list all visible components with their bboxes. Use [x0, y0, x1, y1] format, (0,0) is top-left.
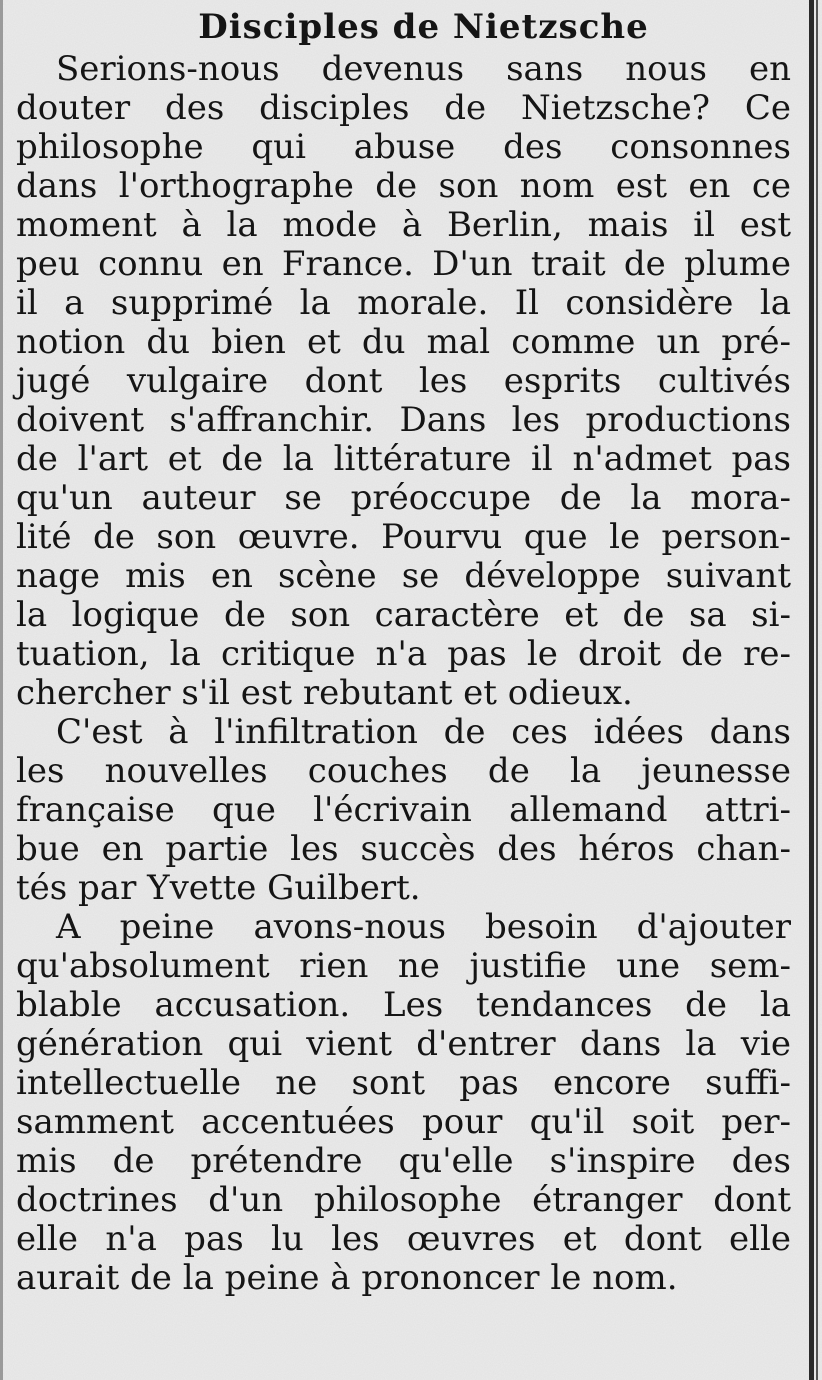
- text-line: la logique de son caractère et de sa si-: [16, 595, 791, 635]
- paragraph-2: [16, 713, 791, 908]
- text-line: nage mis en scène se développe suivant: [16, 556, 791, 596]
- text-line: jugé vulgaire dont les esprits cultivés: [16, 361, 791, 401]
- text-line: douter des disciples de Nietzsche? Ce: [16, 88, 791, 128]
- text-line: peu connu en France. D'un trait de plume: [16, 244, 791, 284]
- text-line: bue en partie les succès des héros chan-: [16, 829, 791, 869]
- text-line: de l'art et de la littérature il n'admet pas: [16, 439, 791, 479]
- text-line: philosophe qui abuse des consonnes: [16, 127, 791, 167]
- text-line: tés par Yvette Guilbert.: [16, 868, 421, 908]
- paragraph-3: [16, 908, 791, 1298]
- text-line: mis de prétendre qu'elle s'inspire des: [16, 1141, 791, 1181]
- text-line: qu'un auteur se préoccupe de la mora-: [16, 478, 791, 518]
- text-line: aurait de la peine à prononcer le nom.: [16, 1258, 678, 1298]
- text-line: française que l'écrivain allemand attri-: [16, 790, 791, 830]
- text-line: doctrines d'un philosophe étranger dont: [16, 1180, 791, 1220]
- text-line: Serions-nous devenus sans nous en: [56, 49, 791, 89]
- article: [16, 4, 791, 1298]
- text-line: doivent s'affranchir. Dans les productions: [16, 400, 791, 440]
- text-line: elle n'a pas lu les œuvres et dont elle: [16, 1219, 791, 1259]
- text-line: il a supprimé la morale. Il considère la: [16, 283, 791, 323]
- text-line: dans l'orthographe de son nom est en ce: [16, 166, 791, 206]
- text-line: samment accentuées pour qu'il soit per-: [16, 1102, 791, 1142]
- text-line: les nouvelles couches de la jeunesse: [16, 751, 791, 791]
- column-rule-thin: [816, 0, 818, 1380]
- text-line: intellectuelle ne sont pas encore suffi-: [16, 1063, 791, 1103]
- text-line: tuation, la critique n'a pas le droit de re-: [16, 634, 791, 674]
- paragraph-1: [16, 50, 791, 713]
- text-line: lité de son œuvre. Pourvu que le person-: [16, 517, 791, 557]
- text-line: C'est à l'infiltration de ces idées dans: [56, 712, 791, 752]
- text-line: blable accusation. Les tendances de la: [16, 985, 791, 1025]
- text-line: A peine avons-nous besoin d'ajouter: [56, 907, 791, 947]
- column-rule: [809, 0, 814, 1380]
- text-line: chercher s'il est rebutant et odieux.: [16, 673, 633, 713]
- left-edge: [0, 0, 3, 1380]
- text-line: moment à la mode à Berlin, mais il est: [16, 205, 791, 245]
- text-line: qu'absolument rien ne justifie une sem-: [16, 946, 791, 986]
- article-title: Disciples de Nietzsche: [198, 7, 649, 47]
- text-line: notion du bien et du mal comme un pré-: [16, 322, 791, 362]
- text-line: génération qui vient d'entrer dans la vie: [16, 1024, 791, 1064]
